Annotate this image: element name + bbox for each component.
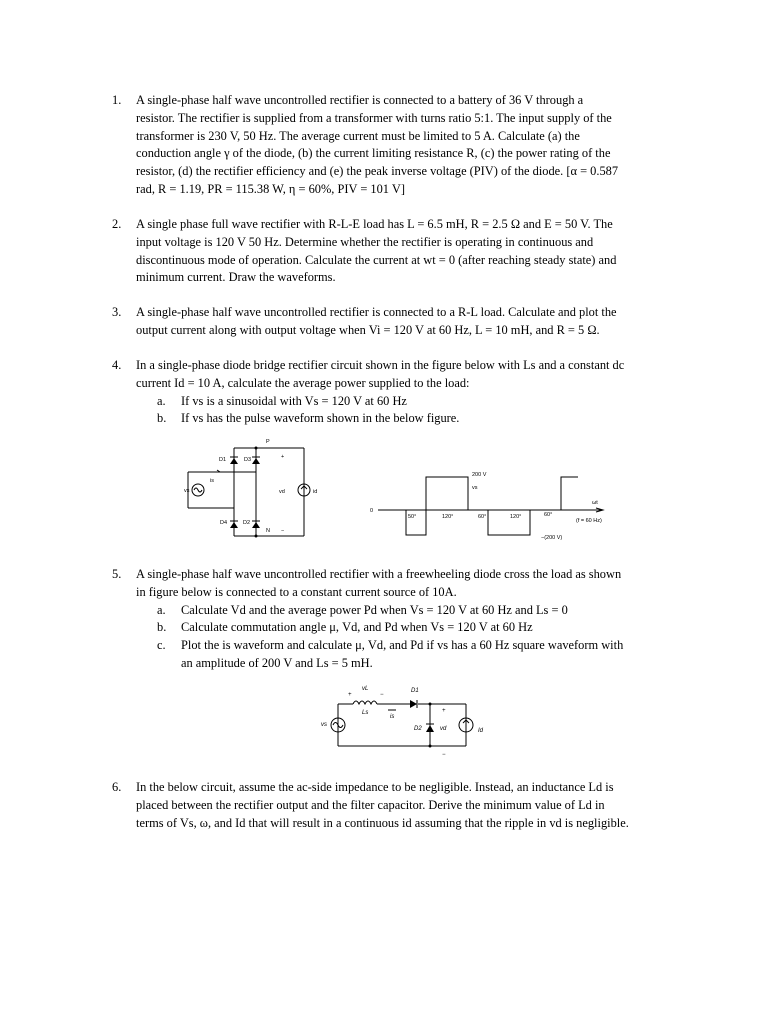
- question-5: [112, 566, 684, 673]
- label-id: Id: [478, 728, 484, 734]
- label-is: is: [210, 478, 214, 484]
- text-line: transformer is 230 V, 50 Hz. The average current must be limited to 5 A. Calculate (a) the: [136, 128, 580, 143]
- diode-d1-symbol: [230, 458, 238, 464]
- text-line: input voltage is 120 V 50 Hz. Determine whether the rectifier is operating in continuous and: [136, 234, 594, 249]
- diode-d2-symbol: [426, 725, 434, 732]
- text-line: output current along with output voltage when Vi = 120 V at 60 Hz, L = 10 mH, and R = 5 Ω.: [136, 322, 600, 337]
- freewheeling-diode-circuit-diagram: [318, 680, 498, 762]
- text-line: minimum current. Draw the waveforms.: [136, 270, 336, 285]
- label-is: is: [390, 714, 395, 720]
- label-d4: D4: [220, 520, 228, 526]
- label-60deg-2: 60°: [544, 512, 553, 518]
- question-number: 5.: [112, 567, 122, 581]
- question-1: [112, 92, 684, 199]
- sub-item: [136, 637, 684, 655]
- sub-text: If vs has the pulse waveform shown in the below figure.: [181, 411, 460, 426]
- text-line: discontinuous mode of operation. Calculate the current at wt = 0 (after reaching steady state) and: [136, 252, 617, 267]
- label-vs: vs: [321, 722, 327, 728]
- label-vd-plus: +: [442, 708, 446, 714]
- label-n: N: [266, 528, 270, 534]
- diode-d3-symbol: [252, 458, 260, 464]
- sub-letter: b.: [157, 411, 167, 426]
- text-line: in figure below is connected to a constant current source of 10A.: [136, 584, 457, 599]
- label-vd-minus: −: [442, 752, 446, 758]
- sub-text: Calculate commutation angle μ, Vd, and Pd when Vs = 120 V at 60 Hz: [181, 620, 533, 635]
- text-line: A single-phase half wave uncontrolled rectifier is connected to a R-L load. Calculate and plot the: [136, 305, 617, 319]
- sub-item: [136, 619, 684, 637]
- label-d3: D3: [244, 457, 252, 463]
- sub-letter: a.: [157, 602, 166, 617]
- label-120deg-1: 120°: [442, 514, 454, 520]
- sub-item: [136, 602, 684, 620]
- question-number: 3.: [112, 305, 122, 319]
- label-frequency: (f = 60 Hz): [576, 518, 602, 524]
- label-zero: 0: [370, 508, 374, 514]
- label-60deg-1: 60°: [478, 514, 487, 520]
- diode-d2-symbol: [252, 522, 260, 528]
- label-minus: −: [281, 528, 285, 534]
- label-d2: D2: [243, 520, 251, 526]
- inductor-ls-symbol: [353, 701, 377, 704]
- label-120deg-2: 120°: [510, 514, 522, 520]
- question-6: [112, 779, 684, 832]
- label-vd: vd: [440, 726, 447, 732]
- label-ls: Ls: [362, 710, 369, 716]
- label-vl-minus: −: [380, 692, 384, 698]
- text-line: current Id = 10 A, calculate the average power supplied to the load:: [136, 375, 470, 390]
- question-number: 1.: [112, 93, 122, 107]
- text-line: placed between the rectifier output and the filter capacitor. Derive the minimum value of Ld in: [136, 797, 605, 812]
- sub-item: [136, 393, 684, 411]
- question-2: [112, 216, 684, 287]
- question-number: 6.: [112, 780, 122, 794]
- label-vl-plus: +: [348, 692, 352, 698]
- text-line: A single-phase half wave uncontrolled rectifier with a freewheeling diode cross the load as shown: [136, 567, 622, 581]
- text-line: A single-phase half wave uncontrolled rectifier is connected to a battery of 36 V through a: [136, 93, 584, 107]
- sub-text: Calculate Vd and the average power Pd when Vs = 120 V at 60 Hz and Ls = 0: [181, 602, 568, 617]
- question-4: [112, 357, 684, 428]
- diode-d4-symbol: [230, 522, 238, 528]
- sub-text: If vs is a sinusoidal with Vs = 120 V at 60 Hz: [181, 393, 407, 408]
- question-number: 2.: [112, 217, 122, 231]
- sub-letter: a.: [157, 393, 166, 408]
- sub-text: an amplitude of 200 V and Ls = 5 mH.: [181, 655, 373, 670]
- label-d2: D2: [414, 726, 422, 732]
- bridge-rectifier-diagram: [184, 436, 344, 548]
- sub-letter: c.: [157, 638, 166, 653]
- text-line: In a single-phase diode bridge rectifier circuit shown in the figure below with Ls and a constant dc: [136, 358, 625, 372]
- label-vd: vd: [279, 489, 285, 495]
- label-vs: vs: [184, 488, 190, 494]
- sub-item: [136, 410, 684, 428]
- text-line: resistor, (d) the rectifier efficiency and (e) the peak inverse voltage (PIV) of the diode. [α = 0.587: [136, 164, 619, 179]
- text-line: conduction angle γ of the diode, (b) the current limiting resistance R, (c) the power rating of the: [136, 146, 611, 161]
- pulse-waveform-diagram: [368, 464, 608, 544]
- question-3: [112, 304, 684, 340]
- label-wt: ωt: [592, 500, 598, 506]
- label-minus-200v: −(200 V): [541, 535, 563, 541]
- sub-item: [136, 655, 684, 673]
- text-line: rad, R = 1.19, PR = 115.38 W, η = 60%, PIV = 101 V]: [136, 181, 405, 196]
- text-line: terms of Vs, ω, and Id that will result in a continuous id assuming that the ripple in vd is negligible.: [136, 815, 629, 830]
- label-vs: vs: [472, 485, 478, 491]
- label-d1: D1: [219, 457, 227, 463]
- label-id: id: [313, 489, 318, 495]
- label-50deg: 50°: [408, 514, 417, 520]
- label-d1: D1: [411, 688, 419, 694]
- question-number: 4.: [112, 358, 122, 372]
- label-plus: +: [281, 454, 285, 460]
- text-line: resistor. The rectifier is supplied from a transformer with turns ratio 5:1. The input supply of the: [136, 110, 612, 125]
- label-p: P: [266, 439, 270, 445]
- text-line: In the below circuit, assume the ac-side impedance to be negligible. Instead, an inductance Ld is: [136, 780, 614, 794]
- sub-letter: b.: [157, 620, 167, 635]
- diode-d1-symbol: [410, 700, 417, 708]
- label-200v: 200 V: [472, 472, 487, 478]
- sub-text: Plot the is waveform and calculate μ, Vd, and Pd if vs has a 60 Hz square waveform with: [181, 638, 624, 653]
- label-vl: vL: [362, 686, 369, 692]
- text-line: A single phase full wave rectifier with R-L-E load has L = 6.5 mH, R = 2.5 Ω and E = 50 V. The: [136, 217, 613, 231]
